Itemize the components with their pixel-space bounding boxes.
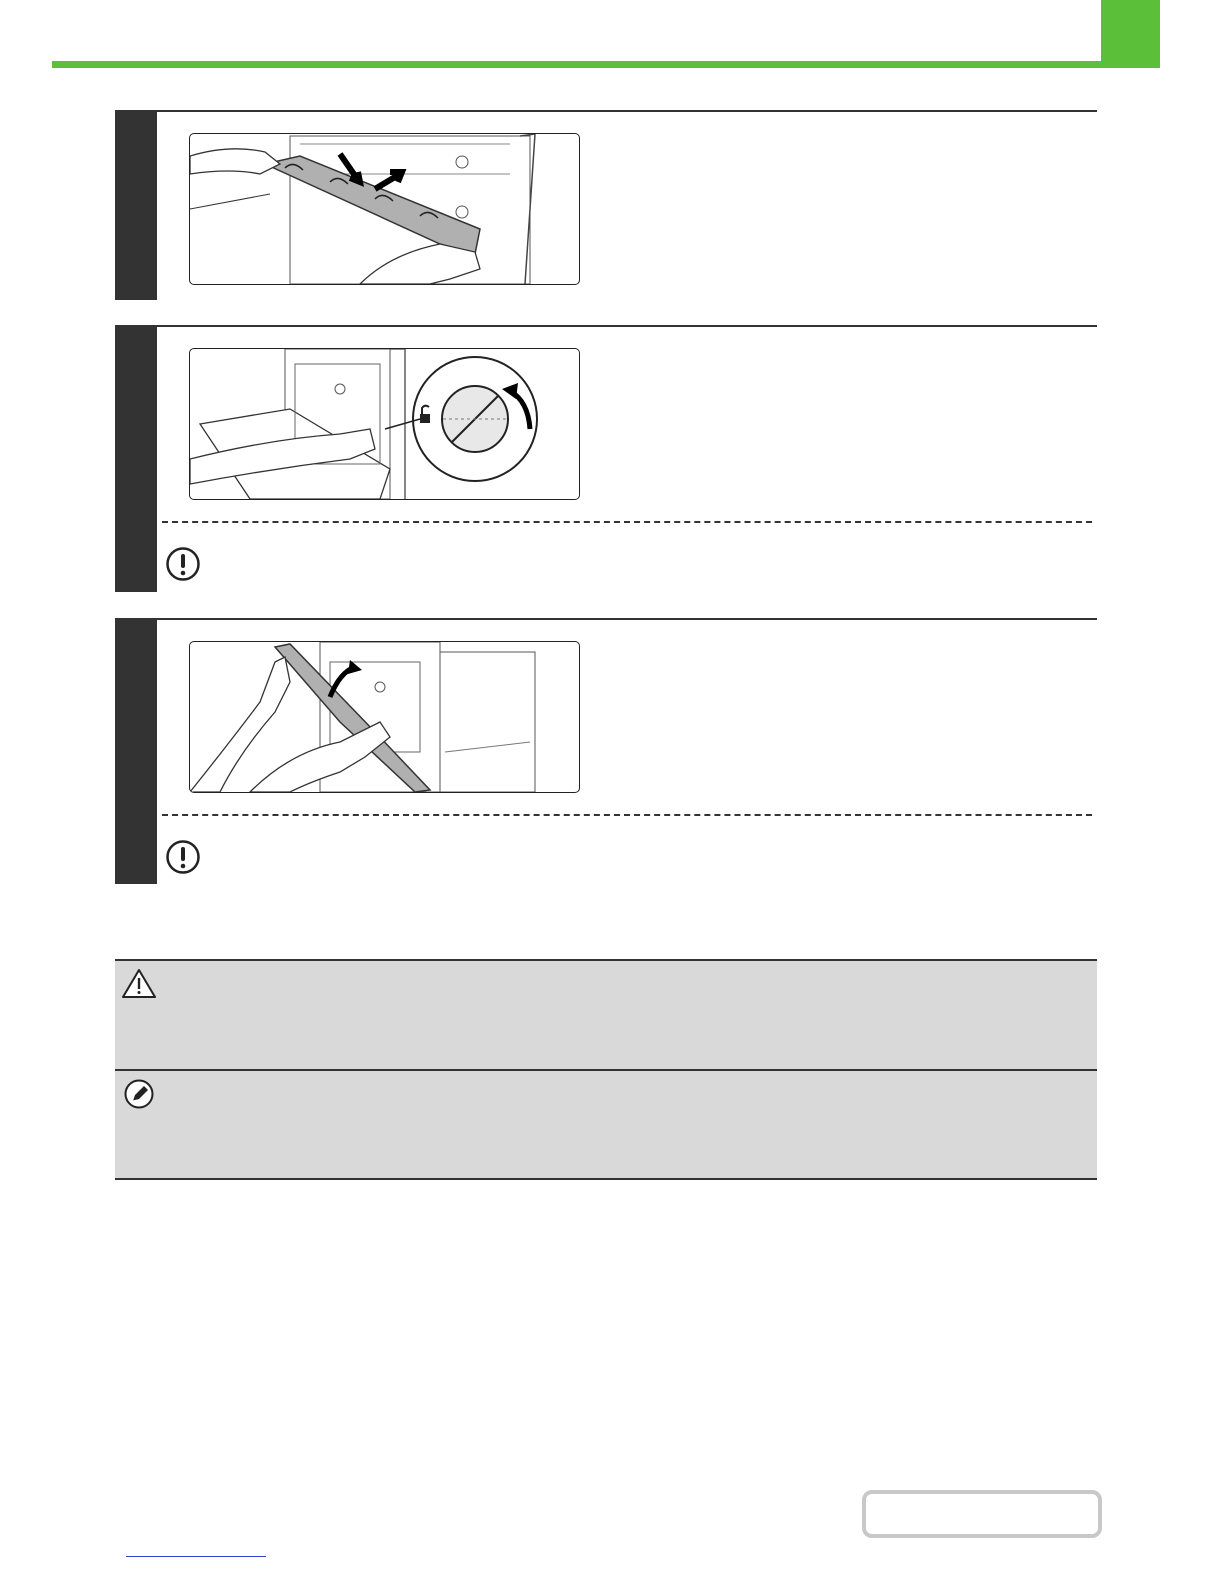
pencil-note-icon: [121, 1077, 157, 1109]
step-3-illustration: [189, 641, 580, 793]
warning-box: [115, 959, 1097, 1069]
step-2: [115, 325, 1097, 592]
note-box: [115, 1069, 1097, 1178]
step-number-bar: [115, 618, 157, 884]
footer-link[interactable]: [126, 1556, 266, 1557]
contents-button[interactable]: [862, 1490, 1102, 1538]
note-rule: [115, 1069, 1097, 1071]
warning-triangle-icon: [121, 967, 157, 999]
step-rule: [115, 618, 1097, 620]
header-accent-bar: [52, 61, 1160, 68]
dashed-divider: [162, 521, 1092, 523]
dashed-divider: [162, 814, 1092, 816]
hands-inserting-panel-illustration: [190, 134, 579, 284]
step-rule: [115, 110, 1097, 112]
note-bottom-rule: [115, 1178, 1097, 1180]
step-3: [115, 618, 1097, 884]
closing-front-cover-illustration: [190, 642, 579, 792]
step-2-illustration: [189, 348, 580, 500]
step-rule: [115, 325, 1097, 327]
step-1-illustration: [189, 133, 580, 285]
header-tab-block: [1101, 0, 1160, 68]
unlock-lever-illustration: [190, 349, 579, 499]
exclamation-circle-icon: [165, 546, 201, 582]
step-1: [115, 110, 1097, 300]
warning-rule: [115, 959, 1097, 961]
step-number-bar: [115, 110, 157, 300]
step-number-bar: [115, 325, 157, 592]
exclamation-circle-icon: [165, 839, 201, 875]
